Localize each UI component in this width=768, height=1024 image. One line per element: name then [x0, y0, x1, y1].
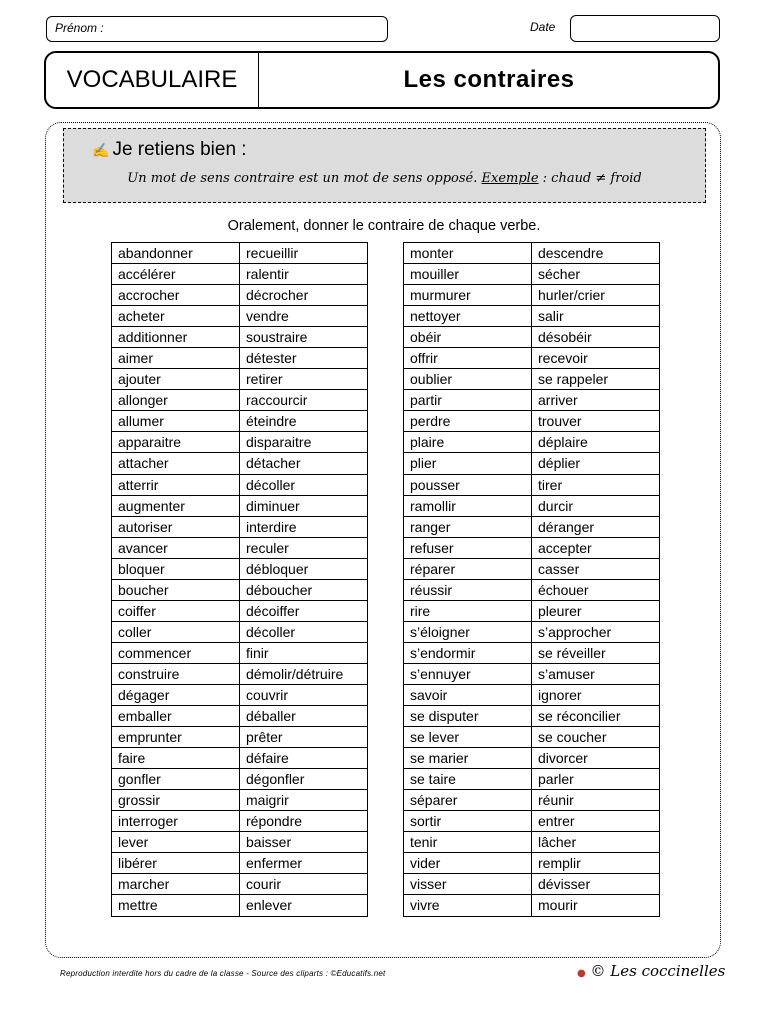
verb-cell: plaire	[404, 432, 532, 453]
table-row	[112, 621, 368, 642]
table-row	[404, 474, 660, 495]
contrary-cell: ralentir	[240, 264, 368, 285]
contrary-cell: déplaire	[532, 432, 660, 453]
verb-cell: obéir	[404, 327, 532, 348]
contrary-cell: descendre	[532, 243, 660, 264]
table-row	[112, 811, 368, 832]
contrary-cell: défaire	[240, 748, 368, 769]
contrary-cell: sécher	[532, 264, 660, 285]
contrary-cell: soustraire	[240, 327, 368, 348]
table-row	[112, 411, 368, 432]
verb-cell: savoir	[404, 684, 532, 705]
verb-cell: pousser	[404, 474, 532, 495]
contrary-cell: hurler/crier	[532, 285, 660, 306]
verb-cell: plier	[404, 453, 532, 474]
contrary-cell: se réveiller	[532, 642, 660, 663]
verb-cell: coiffer	[112, 600, 240, 621]
table-row	[404, 853, 660, 874]
table-row	[404, 285, 660, 306]
verb-cell: allonger	[112, 390, 240, 411]
verb-cell: s’éloigner	[404, 621, 532, 642]
vocab-table-left	[111, 242, 368, 917]
page-title: Les contraires	[403, 66, 575, 93]
contrary-cell: s’approcher	[532, 621, 660, 642]
table-row	[112, 390, 368, 411]
contrary-cell: durcir	[532, 495, 660, 516]
subject-label: VOCABULAIRE	[66, 66, 238, 93]
table-row	[404, 769, 660, 790]
table-row	[112, 600, 368, 621]
verb-cell: lever	[112, 832, 240, 853]
table-row	[404, 411, 660, 432]
table-row	[404, 790, 660, 811]
table-row	[112, 853, 368, 874]
verb-cell: offrir	[404, 348, 532, 369]
contrary-cell: dévisser	[532, 874, 660, 895]
table-row	[404, 432, 660, 453]
verb-cell: construire	[112, 663, 240, 684]
verb-cell: faire	[112, 748, 240, 769]
table-row	[112, 874, 368, 895]
verb-cell: se taire	[404, 769, 532, 790]
verb-cell: abandonner	[112, 243, 240, 264]
verb-cell: apparaitre	[112, 432, 240, 453]
logo-text: © Les coccinelles	[590, 962, 726, 980]
contrary-cell: courir	[240, 874, 368, 895]
contrary-cell: salir	[532, 306, 660, 327]
contrary-cell: démolir/détruire	[240, 663, 368, 684]
verb-cell: commencer	[112, 642, 240, 663]
verb-cell: ajouter	[112, 369, 240, 390]
contrary-cell: décoller	[240, 621, 368, 642]
date-field[interactable]	[570, 15, 720, 42]
table-row	[404, 621, 660, 642]
verb-cell: murmurer	[404, 285, 532, 306]
contrary-cell: recueillir	[240, 243, 368, 264]
verb-cell: séparer	[404, 790, 532, 811]
contrary-cell: disparaitre	[240, 432, 368, 453]
verb-cell: emballer	[112, 706, 240, 727]
table-row	[404, 264, 660, 285]
verb-cell: mettre	[112, 895, 240, 916]
rule-text	[64, 171, 705, 186]
verb-cell: atterrir	[112, 474, 240, 495]
table-row	[404, 537, 660, 558]
verb-cell: se marier	[404, 748, 532, 769]
contrary-cell: vendre	[240, 306, 368, 327]
verb-cell: autoriser	[112, 516, 240, 537]
verb-cell: marcher	[112, 874, 240, 895]
verb-cell: attacher	[112, 453, 240, 474]
verb-cell: vivre	[404, 895, 532, 916]
table-row	[112, 832, 368, 853]
verb-cell: allumer	[112, 411, 240, 432]
table-row	[112, 769, 368, 790]
table-row	[404, 453, 660, 474]
table-row	[112, 348, 368, 369]
table-row	[112, 327, 368, 348]
table-row	[112, 790, 368, 811]
table-row	[112, 727, 368, 748]
date-label: Date	[530, 20, 556, 34]
prenom-field[interactable]	[46, 16, 388, 42]
contrary-cell: débloquer	[240, 558, 368, 579]
verb-cell: ranger	[404, 516, 532, 537]
table-row	[404, 642, 660, 663]
verb-cell: vider	[404, 853, 532, 874]
contrary-cell: finir	[240, 642, 368, 663]
vocab-table-right	[403, 242, 660, 917]
table-row	[112, 558, 368, 579]
table-row	[404, 327, 660, 348]
verb-cell: interroger	[112, 811, 240, 832]
table-row	[404, 390, 660, 411]
verb-cell: accélérer	[112, 264, 240, 285]
table-row	[404, 748, 660, 769]
table-row	[404, 895, 660, 916]
table-row	[404, 558, 660, 579]
contrary-cell: reculer	[240, 537, 368, 558]
contrary-cell: prêter	[240, 727, 368, 748]
table-row	[404, 684, 660, 705]
je-retiens-title	[92, 139, 247, 161]
contrary-cell: ignorer	[532, 684, 660, 705]
verb-cell: aimer	[112, 348, 240, 369]
verb-cell: grossir	[112, 790, 240, 811]
contrary-cell: enlever	[240, 895, 368, 916]
contrary-cell: déboucher	[240, 579, 368, 600]
table-row	[112, 748, 368, 769]
verb-cell: visser	[404, 874, 532, 895]
contrary-cell: mourir	[532, 895, 660, 916]
contrary-cell: décrocher	[240, 285, 368, 306]
table-row	[112, 306, 368, 327]
contrary-cell: détacher	[240, 453, 368, 474]
table-row	[404, 600, 660, 621]
table-row	[112, 495, 368, 516]
table-row	[112, 432, 368, 453]
contrary-cell: baisser	[240, 832, 368, 853]
table-row	[112, 453, 368, 474]
footer-copyright: Reproduction interdite hors du cadre de la classe - Source des cliparts : ©Educatifs.net	[60, 969, 386, 978]
contrary-cell: casser	[532, 558, 660, 579]
table-row	[112, 663, 368, 684]
contrary-cell: échouer	[532, 579, 660, 600]
verb-cell: partir	[404, 390, 532, 411]
table-row	[112, 369, 368, 390]
contrary-cell: entrer	[532, 811, 660, 832]
verb-cell: s’ennuyer	[404, 663, 532, 684]
table-row	[404, 706, 660, 727]
je-retiens-box	[63, 128, 706, 203]
rule-definition: Un mot de sens contraire est un mot de sens opposé.	[127, 171, 478, 186]
contrary-cell: se coucher	[532, 727, 660, 748]
table-row	[112, 474, 368, 495]
contrary-cell: remplir	[532, 853, 660, 874]
instruction-text: Oralement, donner le contraire de chaque verbe.	[227, 218, 541, 234]
verb-cell: perdre	[404, 411, 532, 432]
verb-cell: nettoyer	[404, 306, 532, 327]
contrary-cell: réunir	[532, 790, 660, 811]
contrary-cell: déranger	[532, 516, 660, 537]
contrary-cell: arriver	[532, 390, 660, 411]
verb-cell: additionner	[112, 327, 240, 348]
contrary-cell: décoller	[240, 474, 368, 495]
table-row	[112, 684, 368, 705]
table-row	[404, 306, 660, 327]
verb-cell: bloquer	[112, 558, 240, 579]
prenom-label: Prénom :	[55, 21, 104, 35]
contrary-cell: recevoir	[532, 348, 660, 369]
contrary-cell: retirer	[240, 369, 368, 390]
verb-cell: s’endormir	[404, 642, 532, 663]
contrary-cell: raccourcir	[240, 390, 368, 411]
contrary-cell: divorcer	[532, 748, 660, 769]
table-row	[112, 579, 368, 600]
contrary-cell: déballer	[240, 706, 368, 727]
table-row	[112, 537, 368, 558]
table-row	[404, 663, 660, 684]
table-row	[404, 348, 660, 369]
je-retiens-label: Je retiens bien :	[112, 139, 247, 160]
verb-cell: acheter	[112, 306, 240, 327]
contrary-cell: pleurer	[532, 600, 660, 621]
table-row	[404, 243, 660, 264]
verb-cell: tenir	[404, 832, 532, 853]
verb-cell: libérer	[112, 853, 240, 874]
table-row	[404, 832, 660, 853]
verb-cell: monter	[404, 243, 532, 264]
table-row	[112, 706, 368, 727]
contrary-cell: parler	[532, 769, 660, 790]
table-row	[112, 895, 368, 916]
table-row	[112, 243, 368, 264]
verb-cell: réussir	[404, 579, 532, 600]
verb-cell: augmenter	[112, 495, 240, 516]
contrary-cell: lâcher	[532, 832, 660, 853]
contrary-cell: s’amuser	[532, 663, 660, 684]
contrary-cell: accepter	[532, 537, 660, 558]
contrary-cell: maigrir	[240, 790, 368, 811]
verb-cell: gonfler	[112, 769, 240, 790]
verb-cell: refuser	[404, 537, 532, 558]
verb-cell: se lever	[404, 727, 532, 748]
verb-cell: avancer	[112, 537, 240, 558]
example-text: : chaud ≠ froid	[538, 171, 642, 186]
table-row	[404, 874, 660, 895]
contrary-cell: se réconcilier	[532, 706, 660, 727]
verb-cell: sortir	[404, 811, 532, 832]
page-header	[44, 51, 720, 109]
contrary-cell: diminuer	[240, 495, 368, 516]
contrary-cell: répondre	[240, 811, 368, 832]
contrary-cell: déplier	[532, 453, 660, 474]
example-label: Exemple	[481, 171, 539, 186]
table-row	[404, 369, 660, 390]
contrary-cell: couvrir	[240, 684, 368, 705]
table-row	[404, 495, 660, 516]
verb-cell: dégager	[112, 684, 240, 705]
contrary-cell: décoiffer	[240, 600, 368, 621]
contrary-cell: éteindre	[240, 411, 368, 432]
logo	[577, 962, 725, 980]
verb-cell: emprunter	[112, 727, 240, 748]
verb-cell: boucher	[112, 579, 240, 600]
contrary-cell: trouver	[532, 411, 660, 432]
table-row	[112, 264, 368, 285]
verb-cell: coller	[112, 621, 240, 642]
verb-cell: mouiller	[404, 264, 532, 285]
verb-cell: accrocher	[112, 285, 240, 306]
verb-cell: oublier	[404, 369, 532, 390]
table-row	[112, 285, 368, 306]
table-row	[112, 642, 368, 663]
contrary-cell: désobéir	[532, 327, 660, 348]
contrary-cell: interdire	[240, 516, 368, 537]
table-row	[404, 579, 660, 600]
contrary-cell: tirer	[532, 474, 660, 495]
ladybug-icon: ●	[577, 968, 586, 979]
verb-cell: rire	[404, 600, 532, 621]
table-row	[404, 811, 660, 832]
contrary-cell: se rappeler	[532, 369, 660, 390]
hand-icon: ✍	[92, 142, 110, 158]
table-row	[112, 516, 368, 537]
contrary-cell: détester	[240, 348, 368, 369]
table-row	[404, 727, 660, 748]
verb-cell: se disputer	[404, 706, 532, 727]
contrary-cell: dégonfler	[240, 769, 368, 790]
table-row	[404, 516, 660, 537]
verb-cell: ramollir	[404, 495, 532, 516]
verb-cell: réparer	[404, 558, 532, 579]
contrary-cell: enfermer	[240, 853, 368, 874]
header-divider	[258, 53, 259, 107]
